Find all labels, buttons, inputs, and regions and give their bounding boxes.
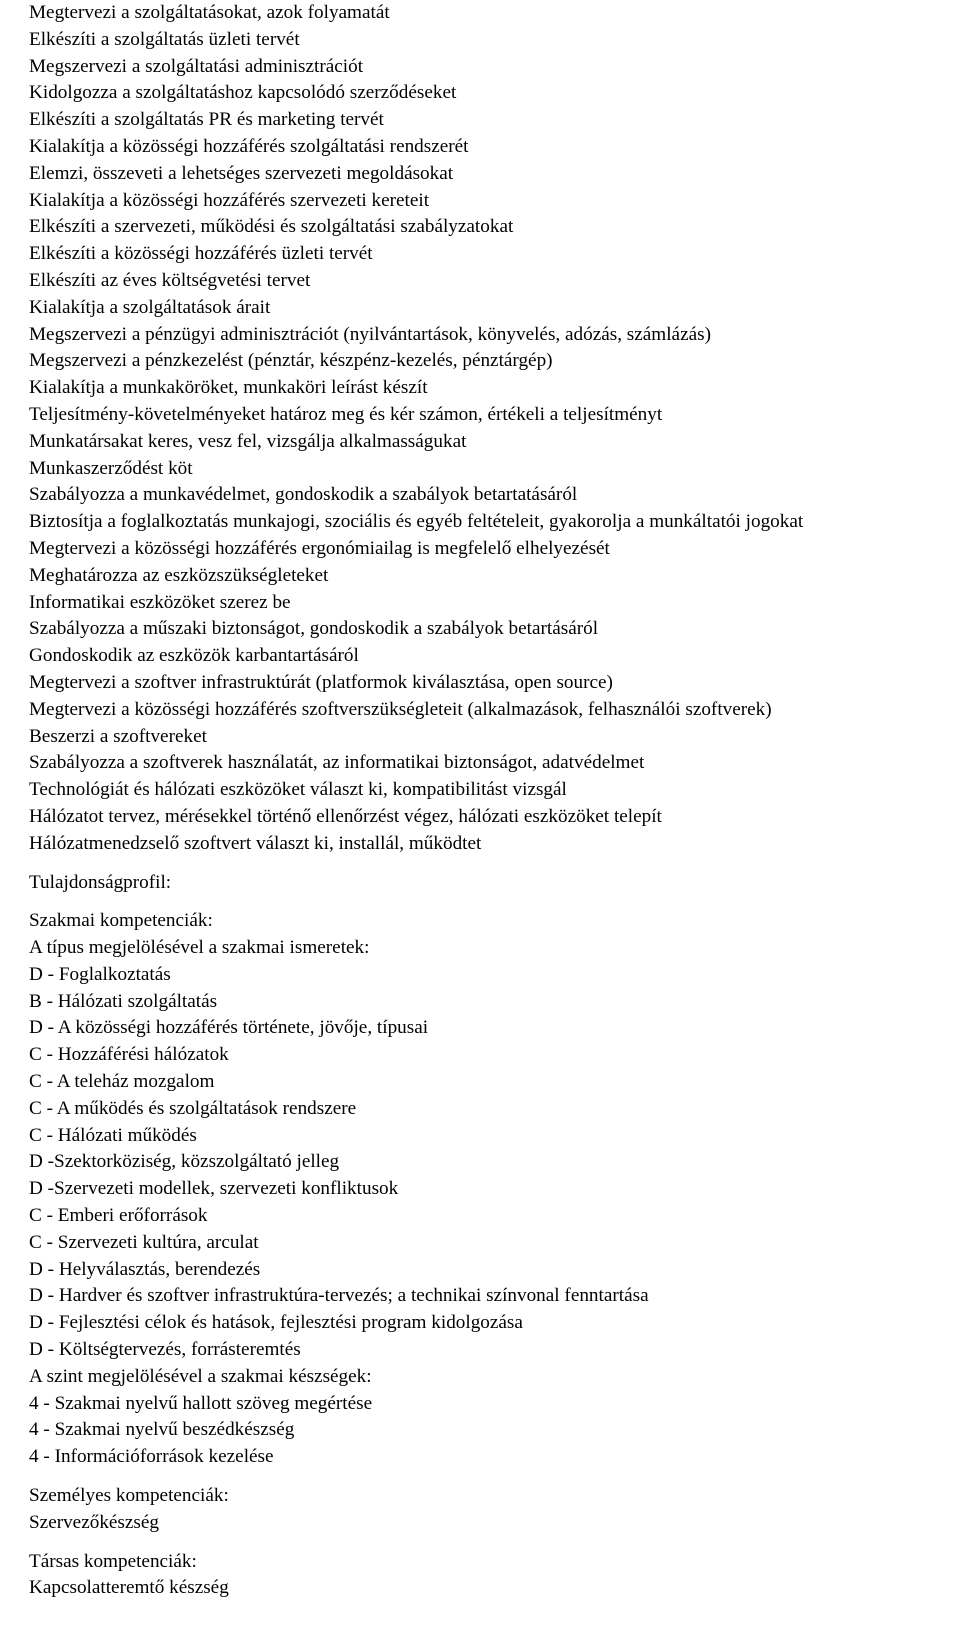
- personal-competencies-heading: Személyes kompetenciák:: [29, 1485, 229, 1507]
- knowledge-item: B - Hálózati szolgáltatás: [29, 990, 218, 1012]
- duty-item: Technológiát és hálózati eszközöket választ ki, kompatibilitást vizsgál: [29, 779, 567, 801]
- duty-item: Munkatársakat keres, vesz fel, vizsgálja alkalmasságukat: [29, 430, 467, 452]
- knowledge-item: D - Hardver és szoftver infrastruktúra-tervezés; a technikai színvonal fenntartása: [29, 1285, 649, 1307]
- personal-list: [29, 1510, 960, 1537]
- section-gap: [29, 1471, 960, 1483]
- knowledge-item: D - Helyválasztás, berendezés: [29, 1258, 261, 1280]
- duties-list: [29, 0, 960, 858]
- knowledge-item: D - Fejlesztési célok és hatások, fejlesztési program kidolgozása: [29, 1312, 523, 1334]
- duty-item: Elkészíti a szolgáltatás PR és marketing tervét: [29, 109, 384, 131]
- duty-item: Hálózatot tervez, mérésekkel történő ellenőrzést végez, hálózati eszközöket telepít: [29, 805, 662, 827]
- duty-item: Megtervezi a közösségi hozzáférés szoftverszükségleteit (alkalmazások, felhasználói szoftverek): [29, 698, 772, 720]
- profile-heading: Tulajdonságprofil:: [29, 871, 172, 893]
- skills-list: [29, 1391, 960, 1471]
- duty-item: Elkészíti a szervezeti, működési és szolgáltatási szabályzatokat: [29, 216, 514, 238]
- duty-item: Elkészíti a közösségi hozzáférés üzleti tervét: [29, 243, 373, 265]
- knowledge-item: C - A teleház mozgalom: [29, 1071, 215, 1093]
- document-body: [29, 0, 960, 1602]
- duty-item: Megtervezi a közösségi hozzáférés ergonómiailag is megfelelő elhelyezését: [29, 537, 610, 559]
- knowledge-item: C - Hozzáférési hálózatok: [29, 1044, 229, 1066]
- duty-item: Elemzi, összeveti a lehetséges szervezeti megoldásokat: [29, 162, 454, 184]
- knowledge-item: C - Emberi erőforrások: [29, 1205, 208, 1227]
- duty-item: Kialakítja a közösségi hozzáférés szervezeti kereteit: [29, 189, 430, 211]
- duty-item: Hálózatmenedzselő szoftvert választ ki, installál, működtet: [29, 832, 482, 854]
- knowledge-item: C - Szervezeti kultúra, arculat: [29, 1231, 259, 1253]
- duty-item: Megszervezi a pénzügyi adminisztrációt (nyilvántartások, könyvelés, adózás, számlázás): [29, 323, 711, 345]
- knowledge-item: D - A közösségi hozzáférés története, jövője, típusai: [29, 1017, 429, 1039]
- social-list: [29, 1575, 960, 1602]
- skill-item: 4 - Szakmai nyelvű hallott szöveg megértése: [29, 1392, 373, 1414]
- duty-item: Kialakítja a szolgáltatások árait: [29, 296, 271, 318]
- duty-item: Elkészíti a szolgáltatás üzleti tervét: [29, 28, 300, 50]
- knowledge-item: D - Költségtervezés, forrásteremtés: [29, 1339, 301, 1361]
- personal-competency-item: Szervezőkészség: [29, 1511, 159, 1533]
- duty-item: Elkészíti az éves költségvetési tervet: [29, 269, 311, 291]
- knowledge-item: C - A működés és szolgáltatások rendszere: [29, 1097, 357, 1119]
- section-gap: [29, 1537, 960, 1549]
- duty-item: Meghatározza az eszközszükségleteket: [29, 564, 329, 586]
- duty-item: Beszerzi a szoftvereket: [29, 725, 207, 747]
- knowledge-list: [29, 962, 960, 1364]
- social-competency-item: Kapcsolatteremtő készség: [29, 1577, 229, 1599]
- duty-item: Gondoskodik az eszközök karbantartásáról: [29, 645, 359, 667]
- section-gap: [29, 858, 960, 870]
- knowledge-item: D - Foglalkoztatás: [29, 963, 171, 985]
- skill-item: 4 - Szakmai nyelvű beszédkészség: [29, 1419, 295, 1441]
- duty-item: Megszervezi a szolgáltatási adminisztrációt: [29, 55, 364, 77]
- duty-item: Kialakítja a munkaköröket, munkaköri leírást készít: [29, 377, 428, 399]
- duty-item: Kialakítja a közösségi hozzáférés szolgáltatási rendszerét: [29, 135, 469, 157]
- duty-item: Informatikai eszközöket szerez be: [29, 591, 291, 613]
- professional-competencies-heading: Szakmai kompetenciák:: [29, 910, 213, 932]
- skill-item: 4 - Információforrások kezelése: [29, 1446, 274, 1468]
- duty-item: Szabályozza a műszaki biztonságot, gondoskodik a szabályok betartásáról: [29, 618, 599, 640]
- duty-item: Munkaszerződést köt: [29, 457, 193, 479]
- knowledge-item: D -Szervezeti modellek, szervezeti konfliktusok: [29, 1178, 399, 1200]
- duty-item: Kidolgozza a szolgáltatáshoz kapcsolódó szerződéseket: [29, 82, 457, 104]
- duty-item: Szabályozza a munkavédelmet, gondoskodik a szabályok betartatásáról: [29, 484, 578, 506]
- section-gap: [29, 896, 960, 908]
- duty-item: Teljesítmény-követelményeket határoz meg és kér számon, értékeli a teljesítményt: [29, 403, 663, 425]
- duty-item: Szabályozza a szoftverek használatát, az informatikai biztonságot, adatvédelmet: [29, 752, 645, 774]
- duty-item: Biztosítja a foglalkoztatás munkajogi, szociális és egyéb feltételeit, gyakorolja a munkáltatói jogokat: [29, 511, 804, 533]
- skills-heading: A szint megjelölésével a szakmai készségek:: [29, 1365, 372, 1387]
- knowledge-item: D -Szektorköziség, közszolgáltató jelleg: [29, 1151, 340, 1173]
- knowledge-heading: A típus megjelölésével a szakmai ismeretek:: [29, 937, 370, 959]
- knowledge-item: C - Hálózati működés: [29, 1124, 197, 1146]
- social-competencies-heading: Társas kompetenciák:: [29, 1550, 197, 1572]
- duty-item: Megszervezi a pénzkezelést (pénztár, készpénz-kezelés, pénztárgép): [29, 350, 553, 372]
- duty-item: Megtervezi a szolgáltatásokat, azok folyamatát: [29, 2, 390, 23]
- duty-item: Megtervezi a szoftver infrastruktúrát (platformok kiválasztása, open source): [29, 671, 613, 693]
